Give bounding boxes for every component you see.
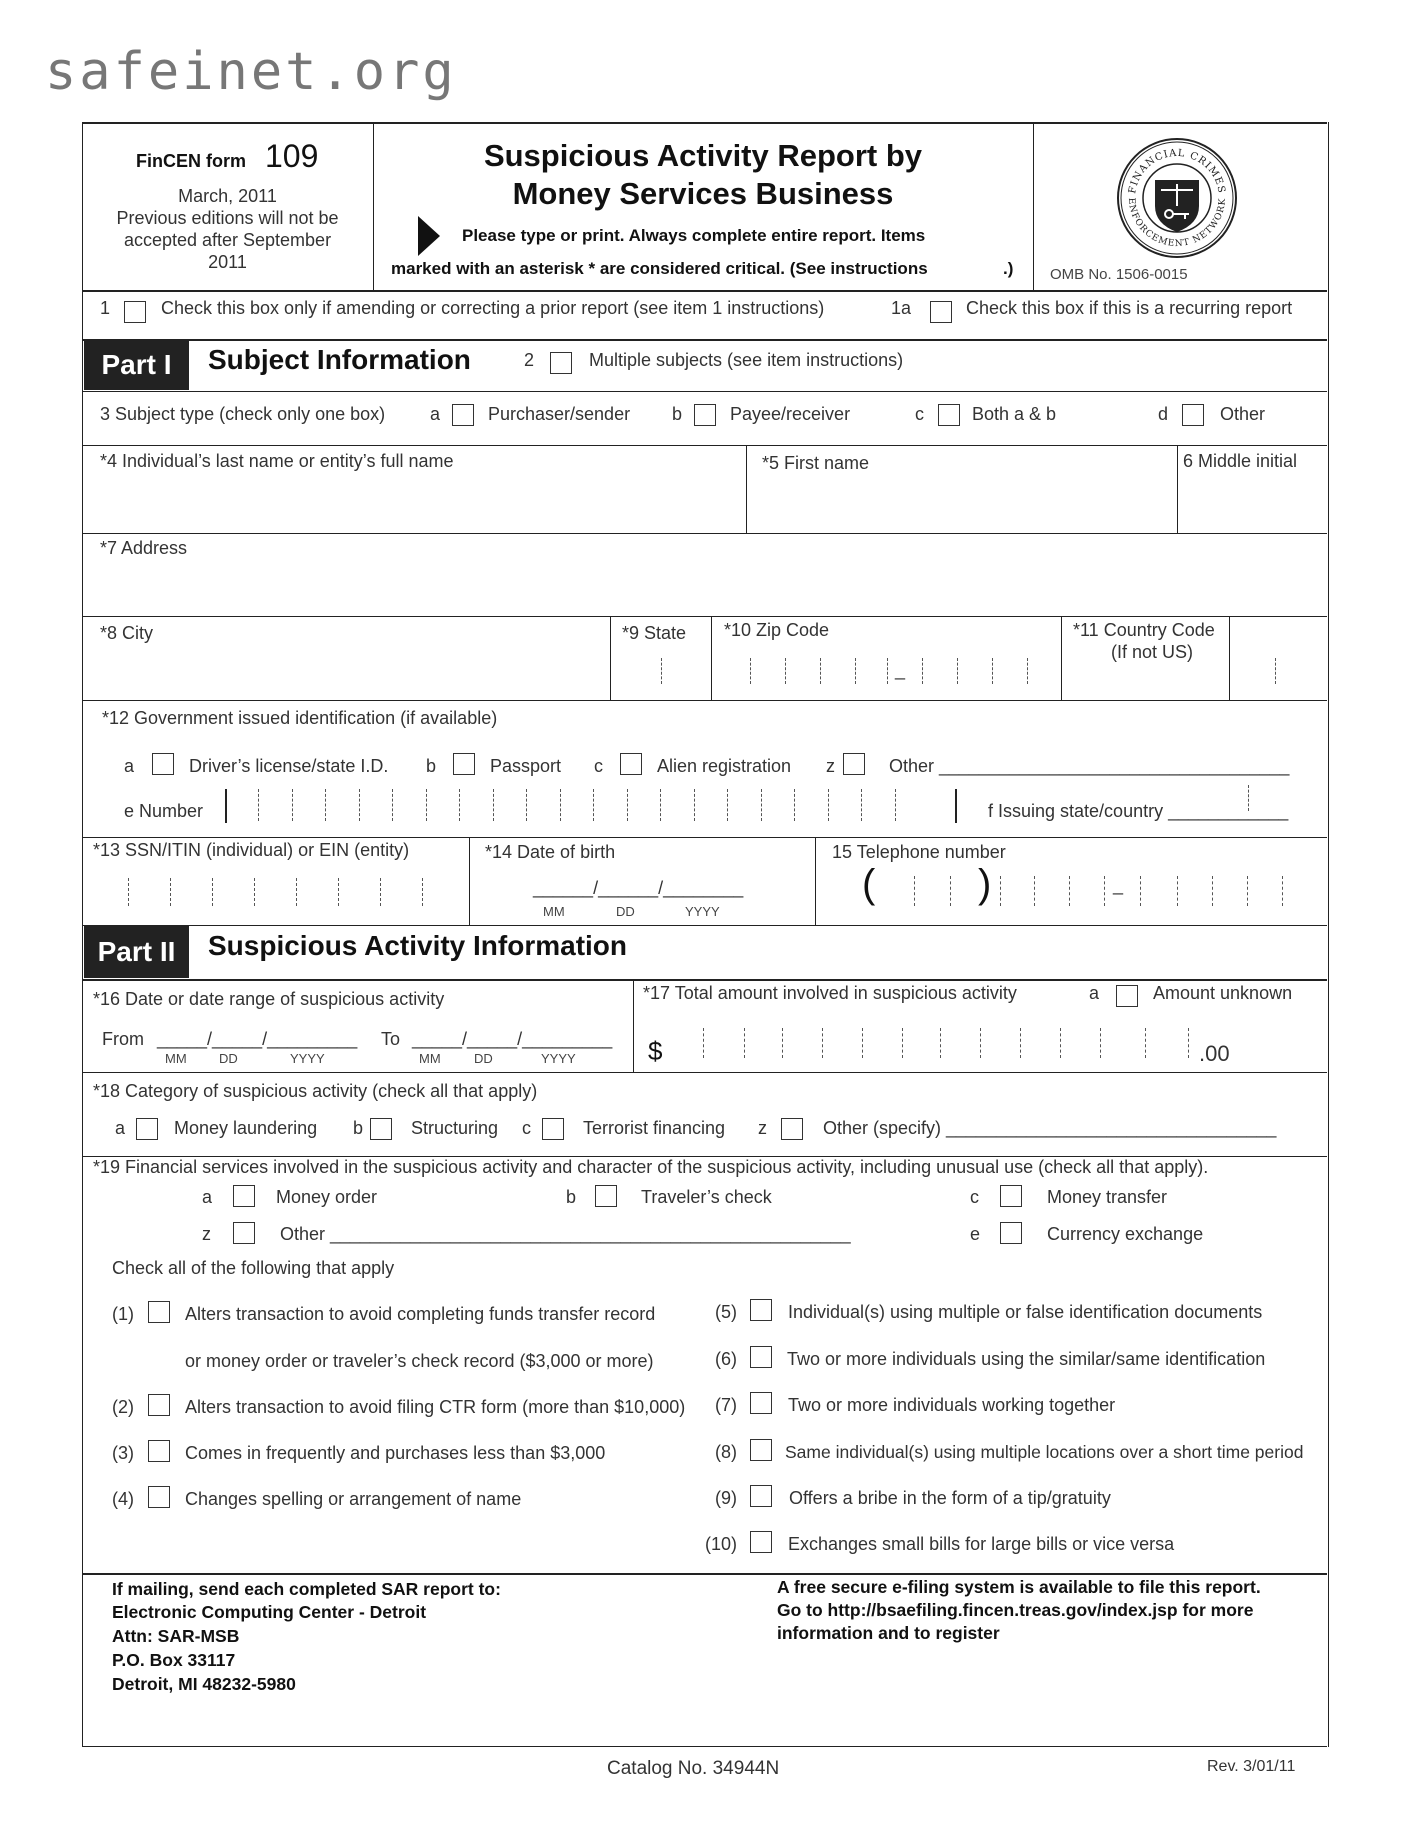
zip-dash: _	[895, 660, 906, 680]
from-date-field[interactable]: _____/_____/_________	[157, 1029, 358, 1049]
part2-tag: Part II	[84, 926, 189, 978]
item1-label: Check this box only if amending or correcting a prior report (see item 1 instructions)	[161, 298, 825, 318]
activity-3-label: Comes in frequently and purchases less than $3,000	[185, 1443, 606, 1463]
dob-field[interactable]: ______/______/________	[533, 878, 744, 898]
dob-dd: DD	[616, 904, 635, 919]
entry-tick	[459, 789, 460, 821]
state-tick	[661, 658, 662, 684]
entry-tick	[1060, 1028, 1061, 1058]
service-c: c	[970, 1187, 979, 1207]
divider	[633, 979, 634, 1072]
middle-initial-label: 6 Middle initial	[1183, 451, 1298, 471]
entry-tick	[950, 876, 951, 906]
from-label: From	[102, 1029, 144, 1049]
rule	[82, 700, 1327, 701]
item3-b: b	[672, 404, 683, 424]
money-transfer-label: Money transfer	[1047, 1187, 1168, 1207]
passport-label: Passport	[490, 756, 562, 776]
both-checkbox[interactable]	[938, 404, 960, 426]
other-id-label: Other ___________________________________	[889, 756, 1290, 776]
item2-number: 2	[524, 350, 535, 370]
dob-mm: MM	[543, 904, 565, 919]
phone-dash: _	[1113, 875, 1124, 895]
omb-number: OMB No. 1506-0015	[1050, 266, 1188, 283]
from-dd: DD	[219, 1051, 238, 1066]
entry-tick	[212, 878, 213, 906]
category-c: c	[522, 1118, 531, 1138]
arrow-right-icon	[418, 216, 440, 256]
activity-date-label: *16 Date or date range of suspicious activity	[93, 989, 445, 1009]
rule	[82, 837, 1327, 838]
entry-tick	[338, 878, 339, 906]
other-id-checkbox[interactable]	[843, 753, 865, 775]
to-mm: MM	[419, 1051, 441, 1066]
entry-tick	[1212, 876, 1213, 906]
entry-tick	[560, 789, 561, 821]
phone-label: 15 Telephone number	[832, 842, 1006, 862]
entry-tick	[254, 878, 255, 906]
part2-title: Suspicious Activity Information	[208, 930, 628, 961]
address-label: *7 Address	[100, 538, 188, 558]
cents-label: .00	[1199, 1041, 1230, 1066]
divider	[711, 616, 712, 700]
ssn-label: *13 SSN/ITIN (individual) or EIN (entity)	[93, 840, 410, 860]
item1a-number: 1a	[891, 298, 912, 318]
to-dd: DD	[474, 1051, 493, 1066]
activity-3-num: (3)	[112, 1443, 134, 1463]
id-label: *12 Government issued identification (if available)	[102, 708, 498, 728]
activity-9-label: Offers a bribe in the form of a tip/gratuity	[789, 1488, 1111, 1508]
activity-1-checkbox[interactable]	[148, 1301, 170, 1323]
phone-paren-open: (	[862, 862, 876, 906]
entry-tick	[380, 878, 381, 906]
service-b: b	[566, 1187, 577, 1207]
check-all-label: Check all of the following that apply	[112, 1258, 395, 1278]
currency-exchange-checkbox[interactable]	[1000, 1222, 1022, 1244]
category-label: *18 Category of suspicious activity (check all that apply)	[93, 1081, 538, 1101]
state-label: *9 State	[622, 623, 687, 643]
total-amount-label: *17 Total amount involved in suspicious activity	[643, 983, 1017, 1003]
structuring-checkbox[interactable]	[370, 1118, 392, 1140]
entry-tick	[703, 1028, 704, 1058]
form-date: March, 2011	[178, 186, 277, 206]
entry-tick	[1140, 876, 1141, 906]
zip-tick	[855, 658, 856, 684]
mailing-line-3: Attn: SAR-MSB	[112, 1626, 240, 1646]
country-code-label: *11 Country Code	[1073, 620, 1215, 640]
site-watermark: safeinet.org	[45, 42, 457, 102]
zip-tick	[992, 658, 993, 684]
city-label: *8 City	[100, 623, 154, 643]
id-z: z	[826, 756, 835, 776]
to-yyyy: YYYY	[541, 1051, 576, 1066]
activity-4-label: Changes spelling or arrangement of name	[185, 1489, 522, 1509]
entry-tick	[862, 1028, 863, 1058]
id-c: c	[594, 756, 603, 776]
activity-5-checkbox[interactable]	[750, 1299, 772, 1321]
from-mm: MM	[165, 1051, 187, 1066]
country-tick	[1275, 658, 1276, 684]
item3-d: d	[1158, 404, 1169, 424]
entry-tick	[292, 789, 293, 821]
activity-8-checkbox[interactable]	[750, 1439, 772, 1461]
rule	[82, 445, 1327, 446]
activity-10-num: (10)	[705, 1534, 738, 1554]
multiple-subjects-checkbox[interactable]	[550, 352, 572, 374]
mailing-line-5: Detroit, MI 48232-5980	[112, 1674, 296, 1694]
category-z: z	[758, 1118, 767, 1138]
other-category-checkbox[interactable]	[781, 1118, 803, 1140]
zip-tick	[750, 658, 751, 684]
purchaser-checkbox[interactable]	[452, 404, 474, 426]
form-label: FinCEN form	[136, 151, 246, 171]
efile-line-3: information and to register	[777, 1623, 1000, 1643]
entry-tick	[1247, 876, 1248, 906]
other-service-checkbox[interactable]	[233, 1222, 255, 1244]
travelers-check-checkbox[interactable]	[595, 1185, 617, 1207]
currency-exchange-label: Currency exchange	[1047, 1224, 1204, 1244]
category-b: b	[353, 1118, 364, 1138]
fincen-seal-icon	[1115, 136, 1239, 260]
entry-tick	[727, 789, 728, 821]
entry-tick	[1020, 1028, 1021, 1058]
rule	[82, 533, 1327, 534]
activity-6-num: (6)	[715, 1349, 737, 1369]
service-a: a	[202, 1187, 213, 1207]
money-laundering-label: Money laundering	[174, 1118, 318, 1138]
entry-tick	[828, 789, 829, 821]
category-a: a	[115, 1118, 126, 1138]
dob-yyyy: YYYY	[685, 904, 720, 919]
money-order-checkbox[interactable]	[233, 1185, 255, 1207]
drivers-license-checkbox[interactable]	[152, 753, 174, 775]
activity-9-checkbox[interactable]	[750, 1485, 772, 1507]
zip-tick	[820, 658, 821, 684]
item1-number: 1	[100, 298, 111, 318]
zip-tick	[887, 658, 888, 684]
first-name-label: *5 First name	[762, 453, 870, 473]
activity-7-checkbox[interactable]	[750, 1392, 772, 1414]
rule	[82, 1072, 1327, 1073]
dollar-sign: $	[648, 1036, 663, 1066]
entry-tick	[128, 878, 129, 906]
efile-line-2[interactable]: Go to http://bsaefiling.fincen.treas.gov/index.jsp for more	[777, 1600, 1254, 1620]
entry-tick	[902, 1028, 903, 1058]
rule	[82, 1746, 1327, 1747]
from-yyyy: YYYY	[290, 1051, 325, 1066]
dob-label: *14 Date of birth	[485, 842, 616, 862]
activity-4-checkbox[interactable]	[148, 1486, 170, 1508]
form-title-1: Suspicious Activity Report by	[483, 138, 923, 173]
entry-tick	[422, 878, 423, 906]
divider	[746, 445, 747, 533]
part1-tag: Part I	[84, 340, 189, 390]
divider	[1177, 445, 1178, 533]
entry-tick	[426, 789, 427, 821]
rule	[82, 339, 1327, 341]
activity-8-label: Same individual(s) using multiple locations over a short time period	[785, 1442, 1304, 1462]
money-transfer-checkbox[interactable]	[1000, 1185, 1022, 1207]
activity-3-checkbox[interactable]	[148, 1440, 170, 1462]
id-number-label: e Number	[124, 801, 204, 821]
amount-unknown-checkbox[interactable]	[1116, 985, 1138, 1007]
travelers-check-label: Traveler’s check	[641, 1187, 772, 1207]
item3-label: 3 Subject type (check only one box)	[100, 404, 386, 424]
payee-label: Payee/receiver	[730, 404, 851, 424]
zip-tick	[785, 658, 786, 684]
entry-tick	[1145, 1028, 1146, 1058]
entry-tick	[822, 1028, 823, 1058]
activity-6-label: Two or more individuals using the similar/same identification	[787, 1349, 1266, 1369]
entry-tick	[170, 878, 171, 906]
item2-label: Multiple subjects (see item instructions)	[589, 350, 904, 370]
form-number: 109	[265, 138, 319, 174]
divider	[1229, 616, 1230, 700]
alien-registration-label: Alien registration	[657, 756, 792, 776]
activity-5-label: Individual(s) using multiple or false identification documents	[788, 1302, 1263, 1322]
instructions-1: Please type or print. Always complete entire report. Items	[462, 226, 926, 245]
entry-tick	[392, 789, 393, 821]
payee-checkbox[interactable]	[694, 404, 716, 426]
entry-tick	[627, 789, 628, 821]
rule	[82, 122, 1327, 124]
entry-tick	[359, 789, 360, 821]
alien-registration-checkbox[interactable]	[620, 753, 642, 775]
entry-tick	[493, 789, 494, 821]
service-z: z	[202, 1224, 211, 1244]
entry-tick	[593, 789, 594, 821]
activity-5-num: (5)	[715, 1302, 737, 1322]
amount-unknown-label: Amount unknown	[1153, 983, 1293, 1003]
passport-checkbox[interactable]	[453, 753, 475, 775]
activity-2-checkbox[interactable]	[148, 1394, 170, 1416]
activity-1-label-b: or money order or traveler’s check record ($3,000 or more)	[185, 1351, 654, 1371]
money-order-label: Money order	[276, 1187, 378, 1207]
mailing-line-4: P.O. Box 33117	[112, 1650, 236, 1670]
activity-1-num: (1)	[112, 1304, 134, 1324]
divider	[815, 837, 816, 925]
entry-tick	[980, 1028, 981, 1058]
both-label: Both a & b	[972, 404, 1057, 424]
entry-tick	[660, 789, 661, 821]
divider	[1033, 122, 1034, 290]
item3-a: a	[430, 404, 441, 424]
to-date-field[interactable]: _____/_____/_________	[412, 1029, 613, 1049]
prev-editions-1: Previous editions will not be	[116, 208, 339, 228]
zip-tick	[922, 658, 923, 684]
last-name-label: *4 Individual’s last name or entity’s full name	[100, 451, 454, 471]
rule	[82, 391, 1327, 392]
entry-tick	[940, 1028, 941, 1058]
structuring-label: Structuring	[411, 1118, 499, 1138]
issuing-tick	[1248, 785, 1249, 811]
phone-paren-close: )	[978, 862, 992, 906]
part1-title: Subject Information	[208, 344, 471, 375]
id-number-end	[955, 789, 957, 823]
entry-tick	[744, 1028, 745, 1058]
amount-unknown-a: a	[1089, 983, 1100, 1003]
entry-tick	[296, 878, 297, 906]
zip-label: *10 Zip Code	[724, 620, 830, 640]
rule	[82, 616, 1327, 617]
rule	[82, 290, 1327, 292]
prev-editions-2: accepted after September	[123, 230, 332, 250]
instructions-2-end: .)	[1003, 259, 1014, 278]
activity-2-num: (2)	[112, 1397, 134, 1417]
entry-tick	[794, 789, 795, 821]
entry-tick	[1104, 876, 1105, 906]
svg-text:ENFORCEMENT NETWORK: ENFORCEMENT NETWORK	[1125, 197, 1229, 250]
entry-tick	[694, 789, 695, 821]
entry-tick	[1100, 1028, 1101, 1058]
mailing-line-2: Electronic Computing Center - Detroit	[112, 1602, 427, 1622]
issuing-state-label: f Issuing state/country ____________	[988, 801, 1289, 821]
entry-tick	[526, 789, 527, 821]
amend-checkbox[interactable]	[124, 301, 146, 323]
activity-10-label: Exchanges small bills for large bills or vice versa	[788, 1534, 1175, 1554]
catalog-number: Catalog No. 34944N	[607, 1758, 780, 1779]
entry-tick	[1034, 876, 1035, 906]
divider	[610, 616, 611, 700]
id-a: a	[124, 756, 135, 776]
entry-tick	[258, 789, 259, 821]
zip-tick	[1027, 658, 1028, 684]
drivers-license-label: Driver’s license/state I.D.	[189, 756, 389, 776]
id-number-start	[225, 789, 227, 823]
terrorist-financing-label: Terrorist financing	[583, 1118, 726, 1138]
entry-tick	[895, 789, 896, 821]
rule	[82, 979, 1327, 981]
activity-4-num: (4)	[112, 1489, 134, 1509]
financial-services-label: *19 Financial services involved in the suspicious activity and character of the suspicious activity, including unusual use (check all that apply).	[93, 1157, 1209, 1177]
activity-10-checkbox[interactable]	[750, 1531, 772, 1553]
terrorist-financing-checkbox[interactable]	[542, 1118, 564, 1140]
entry-tick	[1000, 876, 1001, 906]
zip-tick	[957, 658, 958, 684]
item1a-label: Check this box if this is a recurring report	[966, 298, 1293, 318]
other-service-label: Other ____________________________________________________	[280, 1224, 851, 1244]
to-label: To	[381, 1029, 401, 1049]
svg-text:FINANCIAL CRIMES: FINANCIAL CRIMES	[1127, 147, 1227, 195]
rule	[82, 1573, 1327, 1575]
entry-tick	[1177, 876, 1178, 906]
entry-tick	[761, 789, 762, 821]
activity-1-label-a: Alters transaction to avoid completing funds transfer record	[185, 1304, 656, 1324]
activity-6-checkbox[interactable]	[750, 1346, 772, 1368]
entry-tick	[782, 1028, 783, 1058]
purchaser-label: Purchaser/sender	[488, 404, 631, 424]
service-e: e	[970, 1224, 981, 1244]
instructions-2: marked with an asterisk * are considered critical. (See instructions	[391, 259, 928, 278]
activity-7-label: Two or more individuals working together	[788, 1395, 1116, 1415]
entry-tick	[914, 876, 915, 906]
entry-tick	[861, 789, 862, 821]
item3-c: c	[915, 404, 924, 424]
activity-8-num: (8)	[715, 1442, 737, 1462]
divider	[469, 837, 470, 925]
activity-9-num: (9)	[715, 1488, 737, 1508]
other-subject-checkbox[interactable]	[1182, 404, 1204, 426]
entry-tick	[1188, 1028, 1189, 1058]
id-b: b	[426, 756, 437, 776]
divider	[1061, 616, 1062, 700]
other-subject-label: Other	[1220, 404, 1266, 424]
entry-tick	[1282, 876, 1283, 906]
country-code-note: (If not US)	[1111, 642, 1194, 662]
entry-tick	[1069, 876, 1070, 906]
other-category-label: Other (specify) _________________________________	[823, 1118, 1277, 1138]
activity-7-num: (7)	[715, 1395, 737, 1415]
rule	[82, 925, 1327, 926]
efile-line-1: A free secure e-filing system is available to file this report.	[777, 1577, 1261, 1597]
recurring-checkbox[interactable]	[930, 301, 952, 323]
entry-tick	[325, 789, 326, 821]
revision-date: Rev. 3/01/11	[1207, 1758, 1296, 1775]
prev-editions-3: 2011	[208, 252, 247, 272]
form-title-2: Money Services Business	[512, 176, 894, 211]
activity-2-label: Alters transaction to avoid filing CTR form (more than $10,000)	[185, 1397, 686, 1417]
mailing-line-1: If mailing, send each completed SAR report to:	[112, 1579, 501, 1599]
money-laundering-checkbox[interactable]	[136, 1118, 158, 1140]
